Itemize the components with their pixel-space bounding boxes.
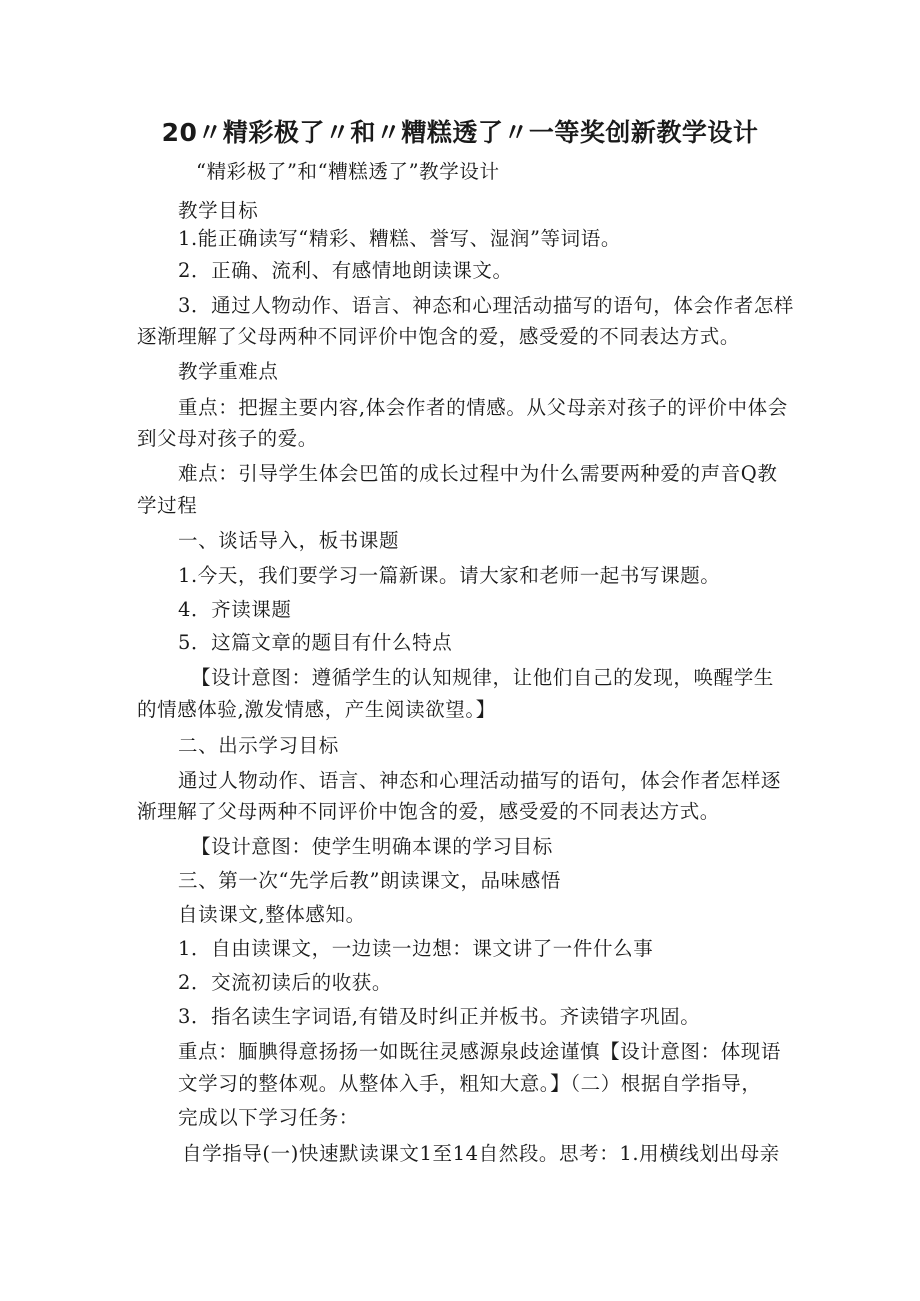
design-intent-note: 【设计意图：遵循学生的认知规律，让他们自己的发现，唤醒学生 (191, 666, 774, 689)
paragraph-line: 学过程 (137, 494, 198, 517)
paragraph-line: 3．指名读生字词语,有错及时纠正并板书。齐读错字巩固。 (178, 1005, 701, 1028)
paragraph-line: 2．交流初读后的收获。 (178, 971, 393, 994)
paragraph-line: 文学习的整体观。从整体入手，粗知大意。】（二）根据自学指导， (178, 1072, 762, 1095)
paragraph-line: 1．自由读课文，一边读一边想：课文讲了一件什么事 (178, 937, 654, 960)
section-heading-reading: 三、第一次“先学后教”朗读课文，品味感悟 (178, 869, 561, 892)
paragraph-line: 的情感体验,激发情感，产生阅读欲望。】 (137, 698, 496, 721)
paragraph-line: 渐理解了父母两种不同评价中饱含的爱，感受爱的不同表达方式。 (137, 800, 720, 823)
paragraph-line: 重点：把握主要内容,体会作者的情感。从父母亲对孩子的评价中体会 (178, 396, 788, 419)
paragraph-line: 到父母对孩子的爱。 (137, 427, 318, 450)
paragraph-line: 完成以下学习任务： (178, 1106, 359, 1129)
paragraph-line: 通过人物动作、语言、神态和心理活动描写的语句，体会作者怎样逐 (178, 769, 782, 792)
paragraph-line: 1.今天，我们要学习一篇新课。请大家和老师一起书写课题。 (178, 564, 721, 587)
paragraph-line: 重点：腼腆得意扬扬一如既往灵感源泉歧途谨慎【设计意图：体现语 (178, 1040, 782, 1063)
paragraph-line: 4．齐读课题 (178, 598, 292, 621)
section-heading-objectives: 教学目标 (178, 199, 259, 222)
paragraph-line: 3．通过人物动作、语言、神态和心理活动描写的语句，体会作者怎样 (178, 294, 795, 317)
paragraph-line: 难点：引导学生体会巴笛的成长过程中为什么需要两种爱的声音Q教 (178, 462, 778, 485)
subtitle: “精彩极了”和“糟糕透了”教学设计 (196, 160, 500, 183)
paragraph-line: 2．正确、流利、有感情地朗读课文。 (178, 259, 513, 282)
paragraph-line: 1.能正确读写“精彩、糟糕、誉写、湿润”等词语。 (178, 227, 621, 250)
section-heading-intro: 一、谈话导入，板书课题 (178, 529, 400, 552)
design-intent-note: 【设计意图：使学生明确本课的学习目标 (191, 835, 553, 858)
paragraph-line: 5．这篇文章的题目有什么特点 (178, 631, 453, 654)
document-title: 20〃精彩极了〃和〃糟糕透了〃一等奖创新教学设计 (161, 118, 759, 147)
paragraph-line: 自读课文,整体感知。 (178, 903, 366, 926)
paragraph-line: 自学指导(一)快速默读课文1至14自然段。思考：1.用横线划出母亲 (182, 1142, 780, 1165)
section-heading-key-points: 教学重难点 (178, 360, 279, 383)
paragraph-line: 逐渐理解了父母两种不同评价中饱含的爱，感受爱的不同表达方式。 (137, 325, 741, 348)
section-heading-goals: 二、出示学习目标 (178, 734, 339, 757)
